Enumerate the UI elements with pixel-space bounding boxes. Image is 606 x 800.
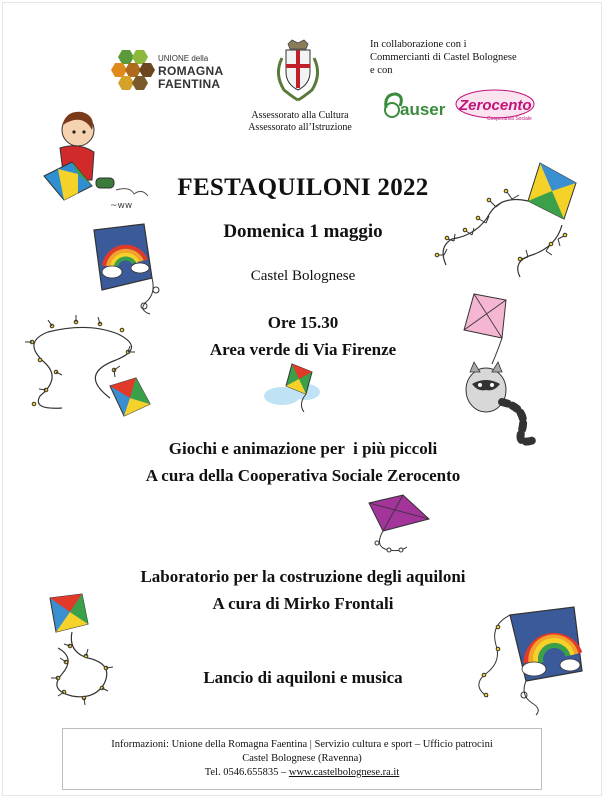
union-logo-small: UNIONE della [158, 54, 209, 63]
union-logo-line1: ROMAGNA [158, 64, 224, 78]
event-location: Area verde di Via Firenze [209, 340, 397, 359]
info-phone: Tel. 0546.655835 – [204, 767, 289, 778]
svg-text:~ww: ~ww [110, 201, 133, 211]
assessorato-education: Assessorato all’Istruzione [248, 122, 352, 133]
municipal-crest-icon [270, 38, 326, 104]
kite-center-illustration [262, 362, 328, 416]
program-workshop: Laboratorio per la costruzione degli aquiloni [140, 567, 466, 586]
collaboration-block [370, 38, 560, 77]
auser-logo-text: auser [400, 100, 446, 119]
event-title: FESTAQUILONI 2022 [177, 174, 429, 201]
info-line-3 [63, 766, 541, 780]
program-launch: Lancio di aquiloni e musica [203, 668, 403, 687]
auser-logo [380, 88, 452, 128]
info-line-2: Castel Bolognese (Ravenna) [242, 753, 362, 764]
program-games-by: A cura della Cooperativa Sociale Zerocento [145, 466, 461, 485]
collaboration-line-2: Commercianti di Castel Bolognese [370, 52, 517, 63]
union-hexagon-icon [112, 48, 158, 92]
program-workshop-by: A cura di Mirko Frontali [212, 594, 394, 613]
union-logo [112, 48, 252, 92]
zerocento-logo-text: Zerocento [459, 97, 532, 114]
info-website-link[interactable]: www.castelbolognese.ra.it [288, 767, 400, 778]
event-place: Castel Bolognese [250, 268, 356, 284]
rainbow-kite-right-illustration [470, 605, 590, 715]
purple-kite-illustration [355, 493, 435, 559]
collaboration-line-3: e con [370, 65, 393, 76]
union-logo-line2: FAENTINA [158, 77, 221, 91]
zerocento-logo [455, 86, 535, 124]
collaboration-line-1: In collaborazione con i [370, 39, 467, 50]
program-games: Giochi e animazione per i più piccoli [168, 439, 438, 458]
event-date: Domenica 1 maggio [223, 221, 383, 242]
zerocento-logo-sub: Cooperativa Sociale [487, 116, 532, 122]
info-box [62, 728, 542, 790]
info-line-1: Informazioni: Unione della Romagna Faentina | Servizio cultura e sport – Ufficio patrocini [111, 739, 493, 750]
assessorato-culture: Assessorato alla Cultura [251, 110, 349, 121]
event-time: Ore 15.30 [267, 313, 339, 332]
assessorato-block [245, 110, 355, 134]
